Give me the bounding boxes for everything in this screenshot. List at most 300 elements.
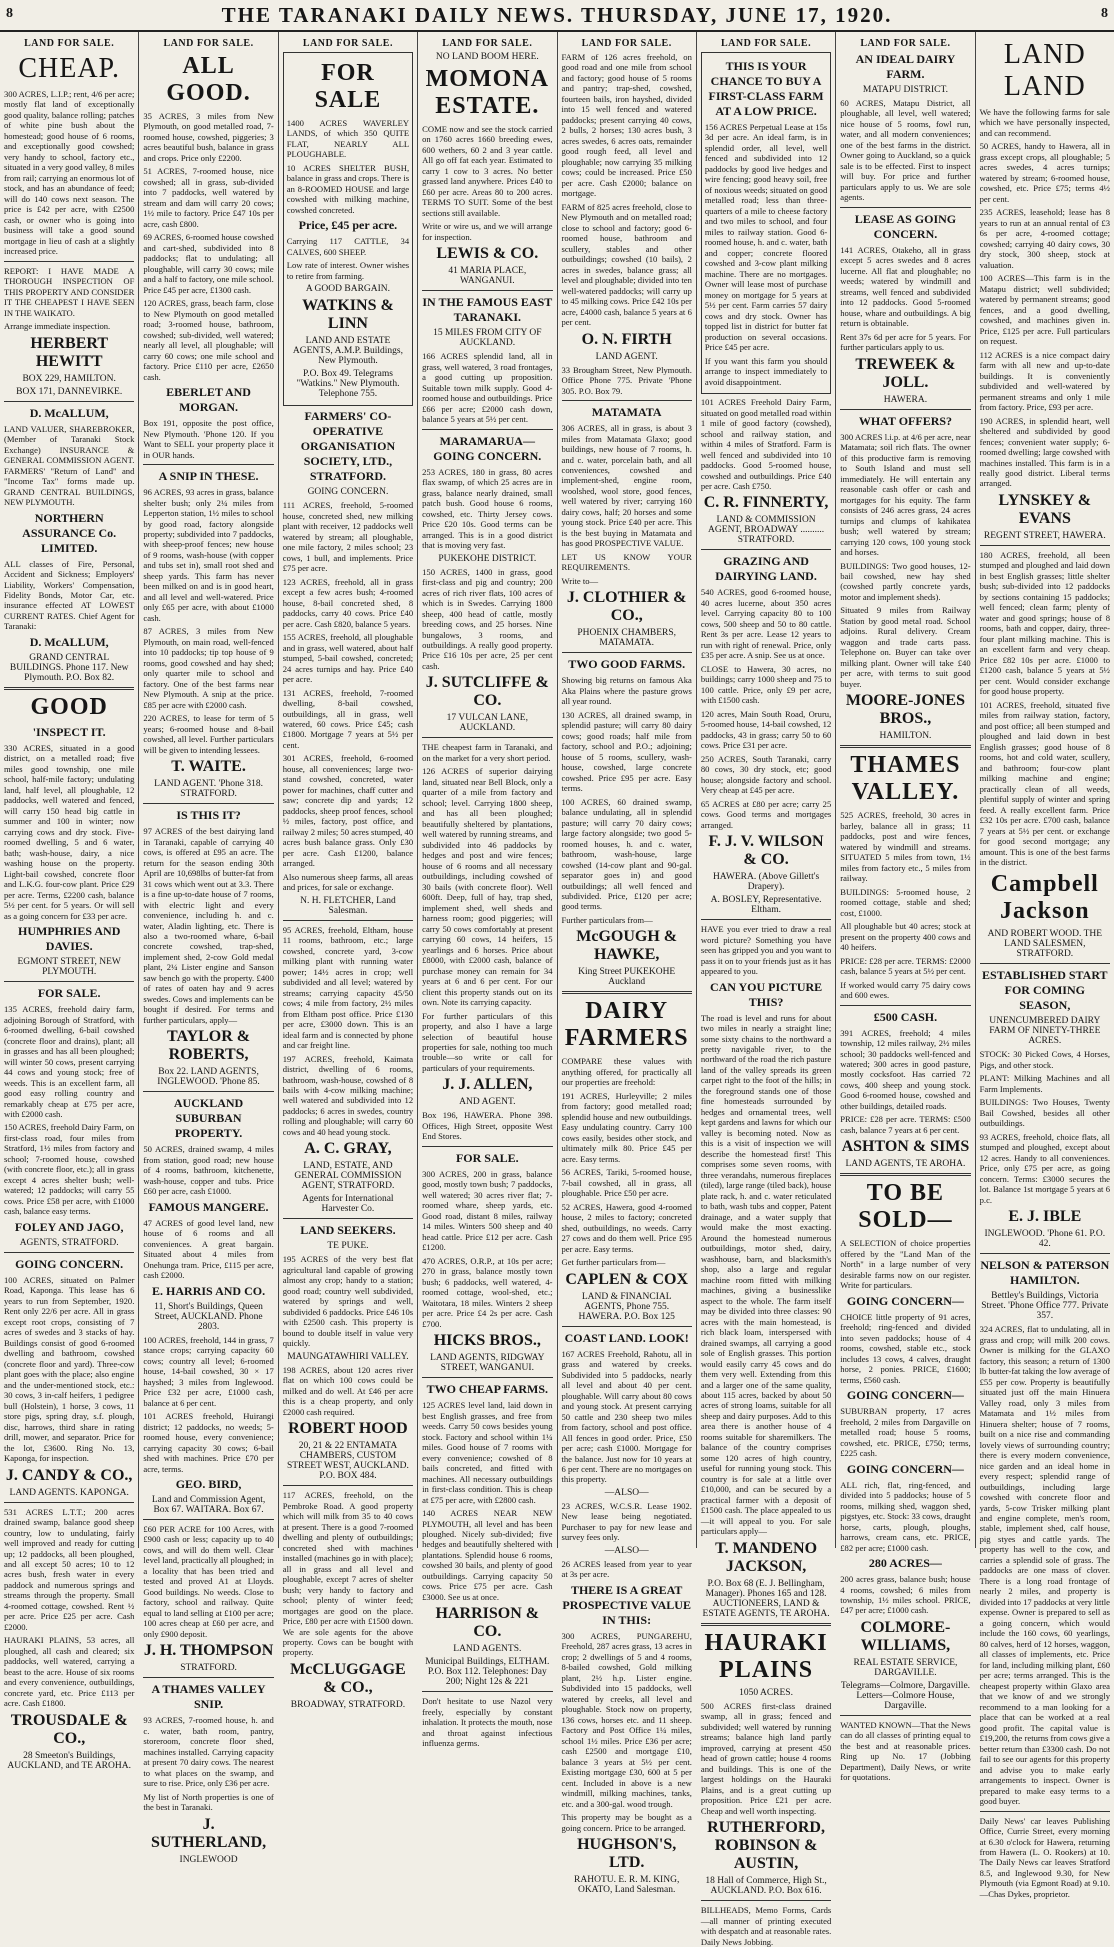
ad-text: Box 196, HAWERA. Phone 398. Offices, High Street, opposite West End Stores. <box>422 1110 553 1142</box>
section-caption: LAND FOR SALE. <box>24 38 115 49</box>
ad-text: Don't hesitate to use Nazol very freely, especially by constant inhalation. It protects the mouth, nose and throat against infectious influenza germs. <box>422 1696 553 1749</box>
ad-text: 191 ACRES, Hurleyville; 2 miles from factory; good metalled road; splendid house and new outbuildings. Easy undulating country. Carry 100 cows easily, besides other stock, and ultimately milk 80. Price £45 per acre. Easy terms. <box>561 1090 692 1164</box>
advertiser-name: A. C. GRAY, <box>304 1140 392 1158</box>
ad-text: 330 ACRES, situated in a good district, on a metalled road; five miles good township, one mile school, half-mile factory; undulating land, half level, all ploughable, 12 paddocks, well watered and fenced, will carry 150 head big cattle in summer and 100 in winter; now carrying cows and dry stock. Five-roomed dwelling, 5 and 6 water, bath; wash-house, dairy, a nice washing house on the property. Light-bail cowshed, concrete floor and L.K.G. four-cow plant. Price £29 per acre. Terms, £2200 cash, balance 5½ per cent. for 5 years. Or will sell as a going concern for £33 per acre. <box>4 742 135 921</box>
column-rule <box>422 429 552 430</box>
ad-text: 60 ACRES, Matapu District, all ploughable, all level, well watered; nice house of 5 rooms, fowl run, water, and all modern conveniences; one of the best farms in the district. Owner going to Auckland, so a quick sale is to be effected. First to inspect will buy. For price and further particulars apply to us. We are sole agents. <box>840 98 971 203</box>
column-rule <box>701 549 831 550</box>
page-number-left: 8 <box>6 6 13 21</box>
ad-headline-large: LAND LAND <box>1003 39 1086 102</box>
ad-heading: A SNIP IN THESE. <box>158 469 259 484</box>
column-rule <box>4 1502 134 1503</box>
ad-text: My list of North properties is one of the best in Taranaki. <box>143 1791 274 1813</box>
column-4 <box>418 32 557 1749</box>
ad-text: ALL classes of Fire, Personal, Accident and Sickness; Employers' Liability, Workers' Compensation, Fidelity Bonds, Motor Car, etc. insurance effected AT LOWEST CURRENT RATES. Chief Agent for Taranaki: <box>4 558 135 632</box>
ad-text: 50 ACRES, handy to Hawera, all in grass except crops, all ploughable; 5 acres swedes, 4 acres turnips; watered by stream; 6-roomed house, cowshed, etc. Price £75; terms 4½ per cent. <box>979 141 1110 204</box>
ad-address: —ALSO— <box>604 1487 649 1498</box>
column-rule <box>4 1252 134 1253</box>
ad-heading: HUMPHRIES AND DAVIES. <box>18 924 121 954</box>
advertiser-name: HERBERT HEWITT <box>30 334 109 370</box>
ad-text: Carrying 117 CATTLE, 34 CALVES, 600 SHEEP. <box>286 236 410 257</box>
ad-text: WANTED KNOWN—That the News can do all classes of printing equal to the best and at reasonable prices. Ring up No. 17 (Jobbing Department), Daily News, or write for quotations. <box>840 1719 971 1783</box>
ad-text: PRICE: £28 per acre. TERMS: £2000 cash, balance 5 years at 5½ per cent. <box>840 955 971 977</box>
ad-text: 93 ACRES, 7-roomed house, h. and c. water, bath room, pantry, storeroom, concrete floor shed, machines installed. Carrying capacity at present 70 dairy cows. The nearest to what places on the swamp, and sure to rise. Price, only £36 per acre. <box>143 1715 274 1789</box>
ad-address: —ALSO— <box>604 1545 649 1556</box>
ad-address: INGLEWOOD <box>179 1854 238 1865</box>
column-7 <box>836 32 975 1783</box>
advertiser-name: HUGHSON'S, LTD. <box>577 1836 677 1872</box>
ad-heading: GOING CONCERN. <box>15 1256 124 1271</box>
ad-text: 120 ACRES, grass, beach farm, close to New Plymouth on good metalled road; 3-roomed house, bathroom, cowshed; sub-divided, well watered; nearly all level, all ploughable; will carry 60 cows; one mile school and factory. Price £110 per acre, £2650 cash. <box>143 298 274 382</box>
ad-address: LAND & COMMISSION AGENT, BROADWAY .......... STRATFORD. <box>708 515 825 546</box>
ad-address: EGMONT STREET, NEW PLYMOUTH. <box>17 957 121 978</box>
ad-text: FARM of 825 acres freehold, close to New Plymouth and on metalled road; close to school and factory; good 6-roomed house, bathroom and scullery, stables and other outbuildings; cowshed (10 bails), 2 acres in swedes, balance grass; all level and ploughable; divided into ten well-watered paddocks; will carry up to 45 milking cows. Price £42 10s per acre, £4000 cash, balance 5 years at 6 per cent. <box>561 201 692 328</box>
ad-headline: THAMES VALLEY. <box>850 752 961 806</box>
advertiser-name: J. SUTCLIFFE & CO. <box>425 674 549 710</box>
ad-heading: 'INSPECT IT. <box>32 724 106 739</box>
ad-address: 1050 ACRES. <box>739 1687 793 1698</box>
ad-text: HAVE you ever tried to draw a real word picture? Something you have seen has gripped you and you want to pass it on to your friends just as it has appeared to you. <box>700 924 832 977</box>
ad-address: STRATFORD. <box>180 1663 237 1674</box>
ad-address: N. H. FLETCHER, Land Salesman. <box>300 895 396 916</box>
ad-headline: Campbell Jackson <box>990 871 1099 925</box>
advertiser-name: J. H. THOMPSON <box>143 1642 274 1660</box>
ad-heading: TWO GOOD FARMS. <box>568 657 686 672</box>
ad-heading: 280 ACRES— <box>868 1556 942 1571</box>
ad-text: 95 ACRES, freehold, Eltham, house 11 rooms, bathroom, etc.; large cowshed, concrete yard, 3-cow milking plant with running water power; 14½ acres in crop; well subdivided and all level; watered by streams; carrying capacity 45/50 cows; 4 mile from factory, 2½ miles from Eltham post office. Price £130 per acre, £3000 down. This is an ideal farm and is connected by phone and car freight line. <box>282 924 414 1051</box>
column-rule <box>980 545 1110 546</box>
ad-text: BUILDINGS: Two good houses, 12-bail cowshed, new hay shed (cowshed partly concrete yards, motor and implement sheds). <box>840 560 971 602</box>
ad-address: AND ROBERT WOOD. THE LAND SALESMEN, STRATFORD. <box>987 929 1103 960</box>
ad-text: All ploughable but 40 acres; stock at present on the property 400 cows and 40 heifers. <box>840 921 971 953</box>
ad-text: SUBURBAN property, 17 acres freehold, 2 miles from Dargaville on metalled road; house 5 rooms, cowshed, etc. PRICE, £750; terms, £225 cash. <box>840 1406 971 1459</box>
ad-text: 300 ACRES, PUNGAREHU, Freehold, 287 acres grass, 13 acres in crop; 2 dwellings of 5 and 4 rooms, 8-bailed cowshed, Gold milking plant, 2½ h.p. Lister engine. Subdivided into 15 paddocks, well watered by creeks, all level and ploughable. Stock now on property, 136 cows, horses etc. and 11 sheep. Factory and Post Office 1¼ miles, school 1½ miles. Price £36 per acre; cash £2500 and mortgage £10, balance 3 years at 5½ per cent. Existing mortgage £30, 600 at 5 per cent. Included in above is a new windmill, milking machines, tanks, etc. and a 300-gal. wood trough. <box>561 1630 692 1809</box>
ad-text: 101 ACRES freehold, Huirangi district; 12 paddocks, no weeds; 5-roomed house, every convenience; carrying capacity 30 cows; 6-bail shed with machines. Price £70 per acre, terms. <box>143 1411 274 1474</box>
ad-text: 301 ACRES, freehold, 6-roomed house, all conveniences; large two-stand cowshed, concreted, water power for machines, chaff cutter and saw; concrete dip and yards; 12 paddocks, sheep proof fences, school ½ miles, factory, post office, and railway 2 miles; 50 acres stumped, 40 acres bush balance grass. Only £30 per acre. Cash £1200, balance arranged. <box>282 753 414 869</box>
ad-text: LET US KNOW YOUR REQUIREMENTS. <box>561 551 692 573</box>
ad-text: BUILDINGS: Two Houses, Twenty Bail Cowshed, besides all other outbuildings. <box>979 1097 1110 1129</box>
ad-address: P.O. Box 49. Telegrams "Watkins." New Plymouth. Telephone 755. <box>296 369 400 400</box>
ad-text: 235 ACRES, leasehold; lease has 8 years to run at an annual rental of £3 6s per acre, 4-roomed cottage; cowshed; carrying 40 dairy cows, 30 dry stock, 300 sheep, stock at valuation. <box>979 207 1110 270</box>
ad-text: 96 ACRES, 93 acres in grass, balance shelter bush; only 2¼ miles from Lepperton station, 1½ miles to school by good road, factory alongside property; subdivided into 7 paddocks, with sheep-proof fences; new house of 9 rooms, wash-house (with copper and tubs set in), small root shed and sheep yards. This farm has never been milked on and is in good heart, and all level and well-watered. Price only £65 per acre, with about £1000 cash. <box>143 487 274 623</box>
column-rule <box>840 1715 970 1716</box>
ad-text: HAURAKI PLAINS, 53 acres, all ploughed, all cash and cleared; six paddocks, well watered, carrying a beast to the acre. House of six rooms and every convenience, outbuildings, concrete yard, etc. Price £113 per acre. Cash £1800. <box>4 1635 135 1709</box>
ad-heading: GOING CONCERN— <box>846 1461 964 1476</box>
ad-text: 65 ACRES at £80 per acre; carry 25 cows. Good terms and mortgages arranged. <box>700 798 832 830</box>
ad-address: King Street PUKEKOHE Auckland <box>578 967 676 988</box>
ad-heading: GOING CONCERN— <box>846 1388 964 1403</box>
ad-address: LAND AGENTS, TE AROHA. <box>845 1159 966 1170</box>
column-rule <box>840 409 970 410</box>
ad-text: 125 ACRES level land, laid down in best English grasses, and free from weeds. Carry 50 cows besides young stock. Factory and school within 1¼ miles. Good house of 7 rooms with every convenience; cowshed of 8 bails concreted, and fitted with machines. All necessary outbuildings in first-class condition. This is cheap at £75 per acre, with £2800 cash. <box>422 1400 553 1505</box>
ad-address: INGLEWOOD. 'Phone 61. P.O. 42. <box>984 1229 1106 1250</box>
advertiser-name: F. J. V. WILSON & CO. <box>708 833 824 869</box>
ad-text: 100 ACRES—This farm is in the Matapu district; well subdivided; watered by permanent streams; good fences, and a good dwelling, cowshed, and machines given in. Price, £125 per acre. Full particulars on request. <box>979 273 1110 347</box>
column-rule <box>840 745 970 748</box>
advertiser-name: ASHTON & SIMS <box>841 1138 970 1156</box>
ad-address: RAHOTU. E. R. M. KING, OKATO, Land Salesman. <box>574 1875 680 1896</box>
boxed-advertisement <box>283 52 413 406</box>
columns <box>0 32 1114 1947</box>
column-rule <box>701 1623 831 1626</box>
column-rule <box>4 687 134 690</box>
ad-text: 101 ACRES Freehold Dairy Farm, situated on good metalled road within 1 mile of good factory (cowshed), school and railway station, and within 4 miles of Stratford. Farm is well fenced and subdivided into 10 paddocks. Good 5-roomed house, cowshed and outbuildings. Price £40 per acre. Cash £750. <box>700 397 832 491</box>
ad-text: Further particulars from— <box>561 914 653 925</box>
column-8 <box>976 32 1114 1899</box>
ad-text: 100 ACRES, 60 drained swamp, balance undulating, all in splendid pasture; will carry 70 dairy cows; large factory alongside; two good 5-roomed houses, h. and c. water, bathroom, wash-house, large cowshed (14-cow plant and 90-gal. separator goes in) and good outbuildings; all well fenced and subdivided. Price, £120 per acre; good terms. <box>561 796 692 912</box>
ad-text: 112 ACRES is a nice compact dairy farm with all new and up-to-date buildings. It is conveniently subdivided and well-watered by permanent streams and only 1 mile from factory. Price, £93 per acre. <box>979 349 1110 413</box>
ad-text: CHOICE little property of 91 acres, freehold; ring-fenced and divided into seven paddocks; house of 4 rooms, cowshed, stable etc., stock includes 13 cows, 4 calves, draught horse, 2 ponies. PRICE, £1600; terms, £560 cash. <box>840 1311 971 1385</box>
column-rule <box>840 1005 970 1006</box>
column-rule <box>980 1253 1110 1254</box>
column-rule <box>562 400 692 401</box>
ad-heading: IS THIS IT? <box>176 808 241 823</box>
ad-text: Write or wire us, and we will arrange for inspection. <box>422 221 553 242</box>
column-rule <box>701 919 831 920</box>
column-1 <box>0 32 139 1771</box>
ad-text: £60 PER ACRE for 100 Acres, with £900 cash or less; capacity up to 40 cows, and will do them well. Clear level land, practically all ploughed; in a locality that has been tried and tested and proved A1 at Lloyds. Good buildings. No weeds. Close to factory, school and railway. Quite equal to land selling at £100 per acre; 100 acres cheap at £60 per acre, and only £900 deposit. <box>143 1523 274 1639</box>
ad-address: Bettley's Buildings, Victoria Street. 'Phone Office 777. Private 357. <box>981 1291 1109 1322</box>
ad-address: Box 22. LAND AGENTS, INGLEWOOD. 'Phone 85. <box>157 1067 260 1088</box>
column-rule <box>143 803 273 804</box>
column-rule <box>422 737 552 738</box>
ad-address: Telegrams—Colmore, Dargaville. Letters—Colmore House, Dargaville. <box>840 1680 971 1711</box>
ad-text: 141 ACRES, Otakeho, all in grass except 5 acres swedes and 8 acres lucerne. All flat and ploughable; no weeds; watered by windmill and streams, well fenced and subdivided into 12 paddocks. Good 5-roomed house, whare and outbuildings. A big return is obtainable. <box>840 244 971 329</box>
ad-text: 33 Brougham Street, New Plymouth. Office Phone 775. Private 'Phone 305. P.O. Box 79. <box>561 364 692 396</box>
advertiser-name: HICKS BROS., <box>433 1332 541 1350</box>
advertiser-name: McCLUGGAGE & CO., <box>290 1660 406 1696</box>
column-rule <box>562 1326 692 1327</box>
column-rule <box>840 207 970 208</box>
column-rule <box>422 1691 552 1692</box>
ad-address: LAND, ESTATE, AND GENERAL COMMISSION AGENT, STRATFORD. <box>294 1161 402 1192</box>
column-2 <box>139 32 278 1865</box>
section-caption: LAND FOR SALE. <box>581 38 672 49</box>
ad-address: AND AGENT. <box>459 1097 516 1108</box>
ad-text: 10 ACRES SHELTER BUSH, balance in grass and crops. There is an 8-ROOMED HOUSE and large cowshed with milking machine, cowshed concreted. <box>286 162 410 215</box>
ad-text: 500 ACRES first-class drained swamp, all in grass; fenced and subdivided; well watered by running streams; balance high land partly improved, carrying at present 450 head of grown cattle; house 4 rooms and buildings. This is one of the largest holdings on the Hauraki Plains, and is a great cutting up proposition. Price £21 per acre. Cheap and well worth inspecting. <box>700 1700 832 1816</box>
column-rule <box>422 1146 552 1147</box>
ad-address: 41 MARIA PLACE, WANGANUI. <box>448 266 527 287</box>
advertiser-name: TAYLOR & ROBERTS, <box>167 1028 251 1064</box>
ad-address: REAL ESTATE SERVICE, DARGAVILLE. <box>853 1657 958 1678</box>
ad-text: 51 ACRES, 7-roomed house, nice cowshed; all in grass, sub-divided into 7 paddocks, well watered by stream and dam will carry 20 cows; 1½ mile to factory. Price £47 10s per acre, cash £800. <box>143 166 274 229</box>
ad-address: GRAND CENTRAL BUILDINGS. Phone 117. New Plymouth. P.O. Box 82. <box>9 652 129 683</box>
ad-text: 100 ACRES, situated on Palmer Road, Kaponga. This lease has 6 years to run from September, 1920. Rent only 22/6 per acre. All in grass except root crops, consisting of 7 acres of swedes and 3 stacks of hay. Buildings consist of good 6-roomed dwelling and bathroom, cowshed (concrete floor and yard). Three-cow plant goes with the place; also engine and the under-mentioned stock, etc.: 30 cows, 3 in-calf heifers, 1 pedigree bull (Holstein), 1 horse, 3 cows, 11 store pigs, spring dray, s.f. plough, disc, harrows, third share in rating drill, mower, and separator. Price for the lot, £3600. Ring No. 13, Kaponga, for inspection. <box>4 1274 135 1464</box>
ad-address: HAWERA. <box>883 394 928 405</box>
ad-heading: LEASE AS GOING CONCERN. <box>854 211 957 241</box>
ad-headline: GOOD <box>30 693 108 720</box>
ad-text: 150 ACRES, freehold Dairy Farm, on first-class road, four miles from Stratford, 1½ miles from factory and school; 7-roomed house, cowshed (with concrete floor, etc.); all in grass except 4 acres shelter bush; well-watered; 12 paddocks; will carry 55 cows. Price £58 per acre, with £1000 cash, balance easy terms. <box>4 1122 135 1217</box>
newspaper-title: THE TARANAKI DAILY NEWS. THURSDAY, JUNE 17, 1920. <box>221 3 893 27</box>
ad-text: 540 ACRES, good 6-roomed house, 40 acres lucerne, about 350 acres level. Carrying capacity 80 to 100 cows, 500 sheep and 50 to 80 cattle. Rent 3s per acre. Lease 12 years to run with right of renewal. Price, only £35 per acre. A snip. See us at once. <box>700 587 832 661</box>
advertiser-name: LEWIS & CO. <box>436 245 539 263</box>
ad-heading: LAND SEEKERS. <box>300 1223 396 1238</box>
advertiser-name: TROUSDALE & CO., <box>10 1711 128 1747</box>
ad-text: 26 ACRES leased from year to year at 3s per acre. <box>561 1558 692 1580</box>
ad-text: 253 ACRES, 180 in grass, 80 acres flax swamp, of which 25 acres are in grass, balance nearly drained, small patch bush. Good house 6 rooms, cowshed, etc. Thirty Jersey cows. Price £20 10s. Good terms can be arranged. This is in a good district that is moving very fast. <box>422 466 553 551</box>
ad-heading: D. McALLUM, <box>29 634 109 649</box>
ad-text: 117 ACRES, freehold, on the Pembroke Road. A good property which will milk from 35 to 40 cows at present. There is a good 7-roomed dwelling and plenty of outbuildings; concreted shed with machines installed (machines go in with place); all in grass and all level and ploughable, except 7 acres of shelter bush; very handy to factory and school; plenty of winter feed; mortgages are good on the place. Price, £80 per acre with £1500 down. We are sole agents for the above property. Cows can be bought with property. <box>282 1490 414 1658</box>
ad-text: 166 ACRES splendid land, all in grass, well watered, 3 road frontages, a good cutting up proposition. Suitable town milk supply. Good 4-roomed house and outbuildings. Price £66 per acre; £2000 cash down, balance 5 years at 5½ per cent. <box>422 351 553 425</box>
boxed-advertisement <box>701 52 831 394</box>
ad-address: 15 MILES FROM CITY OF AUCKLAND. <box>433 328 542 349</box>
ad-text: We have the following farms for sale which we have personally inspected, and can recommend. <box>979 107 1110 138</box>
ad-text: 47 ACRES of good level land, new house of 6 rooms and all conveniences. A great bargain. Situated about 4 miles from Onehunga tram. Price, £115 per acre, cash £2000. <box>143 1217 274 1281</box>
advertiser-name: C. R. FINNERTY, <box>703 494 829 512</box>
advertiser-name: T. WAITE. <box>171 758 246 776</box>
ad-heading: ESTABLISHED START FOR COMING SEASON, <box>982 968 1108 1013</box>
column-rule <box>422 1377 552 1378</box>
ad-text: PLANT: Milking Machines and all Farm Implements. <box>979 1073 1110 1094</box>
ad-text: A SELECTION of choice properties offered by the "Land Man of the North" in a large number of very desirable farms now on our register. Write for particulars. <box>840 1238 971 1291</box>
ad-heading: THERE IS A GREAT PROSPECTIVE VALUE IN THIS: <box>562 1582 691 1627</box>
ad-text: 190 ACRES, in splendid heart, well sheltered and subdivided by good fences; convenient water supply; 6-roomed dwelling; large cowshed with machines installed. This farm is in a really good district. Liberal terms arranged. <box>979 415 1110 489</box>
ad-text: ALL rich, flat, ring-fenced, and divided into 5 paddocks; house of 5 rooms, milking shed, waggon shed, pigstyes, etc. Stock: 33 cows, draught horse, carts, plough, ploughs, harrows, cream cans, etc. PRICE, £82 per acre; £1000 cash. <box>840 1479 971 1553</box>
ad-headline: FOR SALE <box>314 60 382 113</box>
advertiser-name: COLMORE-WILLIAMS, <box>860 1618 951 1654</box>
advertiser-name: LYNSKEY & EVANS <box>998 491 1092 527</box>
column-rule <box>143 1519 273 1520</box>
ad-address: 28 Smeeton's Buildings, AUCKLAND, and TE AROHA. <box>7 1750 131 1771</box>
ad-text: 101 ACRES, freehold, situated five miles from railway station, factory, and post office; all been stumped and ploughed and laid down in best English grasses; good house of 8 rooms, hot and cold water, scullery, and bathroom; four-cow plant milking machine and engine; practically clean of all weeds, plentiful supply of winter and spring feed. A really excellent farm. Price £32 10s per acre. £700 cash, balance 7 years at 5½ per cent. or exchange for good second mortgage; any amount. This is one of the best farms in the district. <box>979 699 1110 867</box>
ad-address: AGENTS, STRATFORD. <box>19 1237 119 1248</box>
ad-headline-large: CHEAP. <box>18 53 121 84</box>
advertiser-name: T. MANDENO JACKSON, <box>715 1539 818 1575</box>
ad-text: Rent 37s 6d per acre for 5 years. For further particulars apply to us. <box>840 331 971 353</box>
ad-heading: CAN YOU PICTURE THIS? <box>709 979 823 1009</box>
ad-heading: A THAMES VALLEY SNIP. <box>151 1682 266 1712</box>
ad-text: REPORT: I HAVE MADE A THOROUGH INSPECTION OF THIS PROPERTY AND CONSIDER IT THE CHEAPEST I HAVE SEEN IN THE WAIKATO. <box>4 265 135 318</box>
column-rule <box>4 981 134 982</box>
ad-text: This property may be bought as a going concern. Price to be arranged. <box>561 1812 692 1833</box>
ad-text: COMPARE these values with anything offered, for practically all our properties are freehold: <box>561 1056 692 1088</box>
ad-text: 100 ACRES, freehold, 144 in grass, 7 stance crops; carrying capacity 60 cows; country all level; 6-roomed house, 14-bail cowshed, 30 × 17 hayshed; 3 miles from Inglewood. Price £32 per acre, £1000 cash, balance at 6 per cent. <box>143 1334 274 1408</box>
ad-address: MAUNGATAWHIRI VALLEY. <box>287 1351 409 1362</box>
ad-text: 135 ACRES, freehold dairy farm, adjoining Borough of Stratford, with 6-roomed dwelling, 6-bail cowshed (concrete floor and drains), plant; all in grasses and has all been ploughed; will winter 50 cows, present carrying 44 cows and young stock; free of weeds. This is an excellent farm, all good easy rolling country and remarkably cheap at £75 per acre, with £2000 cash. <box>4 1004 135 1119</box>
ad-address: LAND AGENT. <box>595 351 658 362</box>
ad-text: Arrange immediate inspection. <box>4 321 111 332</box>
ad-text: 87 ACRES, 3 miles from New Plymouth, on main road, well-fenced into 10 paddocks; tip top house of 9 rooms, good cowshed and hay shed; only quarter mile to school and factory. One of the best farms near New Plymouth. A snip at the price. £85 per acre with £2000 cash. <box>143 626 274 710</box>
column-rule <box>283 920 413 921</box>
ad-text: 155 ACRES, freehold, all ploughable and in grass, well watered, about half stumped, 5-bail cowshed, concreted; 24 acres turnips and hay. Price £40 per acre. <box>282 632 414 685</box>
ad-text: 195 ACRES of the very best flat agricultural land capable of growing almost any crop; handy to a station; good road; country well subdivided, watered by springs and well, subdivided 6 paddocks. Price £46 10s with £2500 cash. This property is bound to double itself in value very quickly. <box>282 1254 414 1349</box>
ad-address: LAND AGENTS. <box>453 1644 522 1655</box>
ad-text: BILLHEADS, Memo Forms, Cards—all manner of printing executed with despatch and at reasonable rates. Daily News Jobbing. <box>700 1905 832 1947</box>
ad-heading: IN THE FAMOUS EAST TARANAKI. <box>422 295 553 325</box>
masthead <box>0 0 1114 32</box>
ad-address: Municipal Buildings, ELTHAM. P.O. Box 112. Telephones: Day 200; Night 12s & 221 <box>425 1657 550 1688</box>
ad-text: 167 ACRES Freehold, Rahotu, all in grass and watered by creeks. Subdivided into 5 paddocks, nearly all level and about 40 per cent. ploughable. Will carry about 80 cows and young stock. At present carrying 50 cattle and 230 sheep two miles from factory, school and post office. All fences in good order. Price, £50 per acre; cash £1000. Mortgage for the balance. Just now for 10 years at 6 per cent. There are no mortgages on this property. <box>561 1348 692 1485</box>
ad-heading: MATAMATA <box>591 405 662 420</box>
column-rule <box>4 261 134 262</box>
column-rule <box>283 1218 413 1219</box>
ad-text: Low rate of interest. Owner wishes to retire from farming. <box>286 260 410 281</box>
ad-text: Box 191, opposite the post office, New Plymouth. 'Phone 120. If you Want to SELL your property place it in OUR hands. <box>143 418 274 460</box>
column-rule <box>562 991 692 994</box>
ad-text: 140 ACRES NEAR NEW PLYMOUTH, all level and has been ploughed. Nicely sub-divided; five hedges and beautifully sheltered with plantations. Splendid house 6 rooms, cowshed 30 bails, and plenty of good outbuildings. Carrying capacity 50 cows. Price £75 per acre. Cash £3000. See us at once. <box>422 1508 553 1602</box>
advertiser-name: CAPLEN & COX <box>565 1270 689 1288</box>
ad-text: Write to— <box>561 575 599 586</box>
page-number-right: 8 <box>1101 6 1108 21</box>
ad-text: Also numerous sheep farms, all areas and prices, for sale or exchange. <box>282 871 414 893</box>
ad-heading: AUCKLAND SUBURBAN PROPERTY. <box>173 1096 244 1141</box>
ad-heading: NELSON & PATERSON HAMILTON. <box>980 1258 1110 1288</box>
ad-text: 197 ACRES, freehold, Kaimata district, dwelling of 6 rooms, bathroom, wash-house, cowshed of 8 bails with 4-cow milking machine; well watered and subdivided into 12 paddocks; 6 acres in swedes, country rolling and ploughable; will carry 60 cows and 40 head young stock. <box>282 1053 414 1137</box>
advertiser-name: MOORE-JONES BROS., <box>845 692 965 728</box>
column-rule <box>840 1173 970 1176</box>
ad-text: 250 ACRES, South Taranaki, carry 80 cows, 30 dry stock, etc; good house; alongside factory and school. Very cheap at £45 per acre. <box>700 753 832 796</box>
ad-text: THE cheapest farm in Taranaki, and on the market for a very short period. <box>422 742 553 763</box>
ad-address: Land and Commission Agent, Box 67. WAITARA. Box 67. <box>151 1494 266 1515</box>
ad-text: 131 ACRES, freehold, 7-roomed dwelling, 8-bail cowshed, outbuildings, all in grass, well watered, 60 cows. Price £45; cash £1800. Mortgage 7 years at 5½ per cent. <box>282 687 414 750</box>
ad-text: 300 ACRES, 200 in grass, balance good, mostly town bush; 7 paddocks, well watered; 30 acres river flat; 7-roomed whare, sheep yards, etc. Good road, distant 8 miles, railway 14 miles. Winters 500 sheep and 40 head cattle. Price £12 per acre. Cash £1200. <box>422 1168 553 1253</box>
ad-text: 56 ACRES, Tariki, 5-roomed house, 7-bail cowshed, all in grass, all ploughable. Price £50 per acre. <box>561 1167 692 1199</box>
ad-text: Showing big returns on famous Aka Aka Plains where the pasture grows all year round. <box>561 675 692 707</box>
ad-address: 11, Short's Buildings, Queen Street, AUCKLAND. Phone 2803. <box>154 1301 263 1332</box>
ad-text: 123 ACRES, freehold, all in grass except a few acres bush; 4-roomed house, 8-bail concreted shed, 8 paddocks, carry 40 cows. Price £40 per acre. Cash £820, balance 5 years. <box>282 576 414 629</box>
ad-text: 97 ACRES of the best dairying land in Taranaki, capable of carrying 40 cows, is offered at £95 an acre. The return for the season ending 30th April are 10,698lbs of butter-fat from 31 cows which went out at 3.3. There is a fine up-to-date house of 7 rooms, with electric light and every convenience, including h. and c. water, Aladin lighting, etc. There is also a two-roomed whare, 6-bail concrete cowshed, trap-shed, implement shed, 2-cow Gold medal plant, 2¼ Lister engine and Sanson saw bench go with the property. £400 of rates of oaten hay and 9 acres swedes. Cows and implements can be bought if desired. For terms and further particulars, apply— <box>143 826 274 1025</box>
section-caption: LAND FOR SALE. <box>442 38 533 49</box>
ad-address: TE PUKE. <box>327 1241 369 1252</box>
ad-heading: AN IDEAL DAIRY FARM. <box>855 52 956 81</box>
ad-text: 93 ACRES, freehold, choice flats, all stumped and ploughed, except about 12 acres. Handy to all conveniences. Price, only £75 per acre, as going concern. Terms: £3000 secures the lot. Balance 1st mortgage 5 years at 6 p.c. <box>979 1131 1110 1205</box>
column-rule <box>980 1811 1110 1812</box>
ad-text: FARM of 126 acres freehold, on good road and one mile from school and factory; good house of 5 rooms and pantry; trap-shed, cowshed, fourteen bails, iron hayshed, divided into 15 well fenced and watered paddocks; present carrying 40 cows, 2 bulls, 2 horses; 130 acres bush, 3 acres swedes, 6 acres oats, remainder good rough feed, all level and ploughable; now carrying 35 milking cows; could be increased. Price £50 per acre. Cash £2000; balance on mortgage. <box>561 52 692 199</box>
ad-heading: GEO. BIRD, <box>175 1476 242 1491</box>
ad-text: 306 ACRES, all in grass, is about 3 miles from Matamata Glaxo; good buildings, new house of 7 rooms, h. and c. water, porcelain bath, and all conveniences, cowshed and implement-shed, engine room, woolshed, wool store, good fences, well watered by river; carrying 160 dairy cows, half; 20 horses and some young stock. Price £40 per acre. This is the best buying in Matamata and has good PROSPECTIVE VALUE. <box>561 423 692 549</box>
ad-heading: FOLEY AND JAGO, <box>14 1219 124 1234</box>
ad-text: 126 ACRES of superior dairying land, situated near Bell Block, only a quarter of a mile from factory and school; level. Carrying 1800 sheep, and has all been ploughed; beautifully sheltered by plantations, well watered by running streams, and subdivided into 46 paddocks by hedges and post and wire fences; house of 6 rooms and all necessary outbuildings, including cowshed of 30 bails (with concrete floor). Well 600ft. Deep, full of hay, trap shed, implement shed, well sheds and harness room; good piggeries; will carry 50 cows comfortably at present carrying 60 cows, 14 heifers, 15 yearlings and 6 horses. Price about £8000, with £2000 cash, balance of purchase money can remain for 34 years at 6 and 6 per cent. For our client this property stands out on its own. Note its carrying capacity. <box>422 766 553 1008</box>
column-rule <box>980 963 1110 964</box>
ad-text: 200 acres grass, balance bush; house 4 rooms, cowshed; 6 miles from township, 1½ miles school. PRICE, £47 per acre; £1000 cash. <box>840 1574 971 1616</box>
ad-heading: EBERLET AND MORGAN. <box>166 385 251 415</box>
ad-address: BOX 229, HAMILTON. <box>22 373 116 384</box>
ad-address: UNENCUMBERED DAIRY FARM OF NINETY-THREE ACRES. <box>989 1016 1101 1047</box>
ad-address: LAND & FINANCIAL AGENTS, Phone 755. HAWERA. P.O. Box 125 <box>578 1291 675 1322</box>
ad-text: 470 ACRES, O.R.P., at 10s per acre; 270 in grass, balance mostly town bush; 6 paddocks, well watered, 4-roomed cottage, wool-shed, etc.; Waitotara, 18 miles. Winters 2 sheep per acre. Price £4 2s per acre. Cash £700. <box>422 1255 553 1329</box>
column-rule <box>143 1677 273 1678</box>
ad-heading: NORTHERN ASSURANCE Co. LIMITED. <box>22 510 117 555</box>
column-6 <box>697 32 836 1947</box>
ad-address: PHOENIX CHAMBERS, MATAMATA. <box>577 628 677 649</box>
ad-text: LAND VALUER, SHAREBROKER, (Member of Taranaki Stock Exchange) INSURANCE & GENERAL COMMISSION AGENT. FARMERS' "Return of Land" and "Income Tax" forms made up. GRAND CENTRAL BUILDINGS, NEW PLYMOUTH. <box>4 423 135 508</box>
ad-text: 300 ACRES, L.I.P.; rent, 4/6 per acre; mostly flat land of exceptionally good quality, balance rolling; patches of white pine bush about the homestead; good house of 6 rooms, and exceptionally good cowshed; very handy to school, factory etc., situated in a very good valley, 8 miles from rail; carrying an enormous lot of stock, and has an abundance of feed; will do 140 cows next season. The price is £42 per acre, with £2500 cash, or owner who is going into business will take a good sound mortgage in lieu of cash at a slightly increased price. <box>4 89 135 257</box>
ad-address: 17 VULCAN LANE, AUCKLAND. <box>446 713 528 734</box>
advertiser-name: J. J. ALLEN, <box>442 1076 533 1094</box>
ad-text: 35 ACRES, 3 miles from New Plymouth, on good metalled road, 7-roomed house, cowshed, piggeries; 3 acres beautiful bush, balance in grass and crops. Price only £2200. <box>143 111 274 163</box>
ad-heading: FOR SALE. <box>455 1150 519 1165</box>
advertiser-name: J. CLOTHIER & CO., <box>566 589 687 625</box>
ad-address: LAND AND ESTATE AGENTS, A.M.P. Buildings, New Plymouth. <box>292 336 403 367</box>
advertiser-name: E. J. IBLE <box>1008 1208 1082 1226</box>
ad-heading: FARMERS' CO-OPERATIVE ORGANISATION SOCIETY, LTD., STRATFORD. <box>300 409 396 484</box>
ad-address: A GOOD BARGAIN. <box>305 284 391 295</box>
ad-text: Situated 9 miles from Railway Station by good metal road. School adjoins. Rural delivery. Cream waggon and trade carts pass. Telephone on. Buyer can take over milking plant. Owner will take £40 per acre, with terms to suit good buyer. <box>840 605 971 689</box>
column-rule <box>422 290 552 291</box>
ad-text: Daily News' car leaves Publishing Office, Currie Street, every morning at 6.30 o'clock for Hawera, returning from Hawera (L. O. Rookers) at 10. The Daily News car leaves Stratford 8.5, and Inglewood 9.30, for New Plymouth (via Egmont Road) at 9.10.—Chas Dykes, proprietor. <box>979 1815 1110 1899</box>
ad-address: LAND AGENTS, RIDGWAY STREET, WANGANUI. <box>430 1353 545 1374</box>
ad-text: 52 ACRES, Hawera, good 4-roomed house, 2 miles to factory; concreted shed, outbuildings, no weeds. Carry 27 cows and do them well. Price £95 per acre. Easy terms. <box>561 1201 692 1254</box>
advertiser-name: J. CANDY & CO., <box>5 1466 133 1484</box>
ad-text: 531 ACRES L.T.T.; 200 acres drained swamp, balance good sheep country, low to undulating, fairly well improved and ready for cutting up; 12 paddocks, all been ploughed, and all except 50 acres; 10 to 12 acres bush, fresh water in every paddock and numerous springs and streams through the property. Small 4-roomed cottage, cowshed. Rent ½ per acre. Price £25 per acre. Cash £2000. <box>4 1506 135 1632</box>
ad-headline: TO BE SOLD— <box>858 1180 953 1234</box>
ad-text: 130 ACRES, all drained swamp, in splendid pasture; will carry 80 dairy cows; good roads; half mile from factory, school and P.O.; adjoining; house of 5 rooms, scullery, wash-house, cowshed, large concrete cowshed. Price £95 per acre. Easy terms. <box>561 709 692 794</box>
ad-heading: FOR SALE. <box>37 986 101 1001</box>
ad-address: MATAPU DISTRICT. <box>862 85 948 95</box>
ad-text: CLOSE to Hawera, 30 acres, no buildings; carry 1000 sheep and 75 to 100 cattle. Price, only £9 per acre, with £1500 cash. <box>700 663 832 706</box>
section-caption: LAND FOR SALE. <box>721 38 812 49</box>
advertiser-name: RUTHERFORD, ROBINSON & AUSTIN, <box>707 1819 825 1873</box>
ad-text: 23 ACRES, W.C.S.R. Lease 1902. New lease being negotiated. Purchaser to pay for new lease and survey fees only. <box>561 1500 692 1543</box>
ad-address: HAWERA. (Above Gillett's Drapery). <box>712 872 820 893</box>
ad-address: GOING CONCERN. <box>307 487 389 498</box>
ad-text: 120 acres, Main South Road, Oruru, 5-roomed house, 14-bail cowshed, 12 paddocks, 43 in grass; carry 50 to 60 cows. Price £31 per acre. <box>700 708 832 751</box>
ad-text: 1400 ACRES WAVERLEY LANDS, of which 350 QUITE FLAT, NEARLY ALL PLOUGHABLE. <box>286 118 410 160</box>
ad-text: COME now and see the stock carried on 1760 acres 1660 breeding ewes, 600 wethers, 60 2 and 3 year cattle. All go off fat each year. Estimated to carry 1 cow to 3 acres. No better grassed land anywhere. Prices £40 to £60 per acre. Areas 80 to 200 acres. TERMS TO SUIT. Some of the best sections still available. <box>422 124 553 218</box>
ad-address: 20, 21 & 22 ENTAMATA CHAMBERS, CUSTOM STREET WEST, AUCKLAND. P.O. BOX 484. <box>286 1441 409 1482</box>
ad-address: NO LAND BOOM HERE. <box>435 52 539 62</box>
advertiser-name: HARRISON & CO. <box>435 1605 540 1641</box>
ad-heading: D. McALLUM, <box>29 405 109 420</box>
ad-text: If you want this farm you should arrange to inspect immediately to avoid disappointment. <box>704 355 828 387</box>
ad-text: 391 ACRES, freehold; 4 miles township, 12 miles railway, 2½ miles school; 30 paddocks well-fenced and watered; 300 acres in good pasture, mostly cocksfoot. Has carried 72 cows, 400 sheep and young stock. Good 6-roomed house, cowshed and other buildings, detailed roads. <box>840 1027 971 1111</box>
ad-heading: GOING CONCERN— <box>846 1293 964 1308</box>
column-rule <box>283 1485 413 1486</box>
column-rule <box>143 1091 273 1092</box>
column-rule <box>143 464 273 465</box>
ad-text: Get further particulars from— <box>561 1257 666 1268</box>
ad-heading: £500 CASH. <box>873 1009 938 1024</box>
ad-text: 198 ACRES, about 120 acres river flat on which 100 cows could be milked and do well. At £46 per acre this is a cheap property, and only £2000 cash required. <box>282 1364 414 1417</box>
ad-heading: MARAMARUA—GOING CONCERN. <box>433 433 542 463</box>
ad-address: LAND AGENTS. KAPONGA. <box>9 1487 129 1498</box>
advertiser-name: McGOUGH & HAWKE, <box>576 928 678 964</box>
ad-address: BROADWAY, STRATFORD. <box>290 1699 406 1710</box>
ad-text: For further particulars of this property, and also I have a large selection of beautiful house properties for sale, nothing too much trouble—so write or call for particulars of your requirements. <box>422 1010 553 1073</box>
ad-address: HAMILTON. <box>879 731 932 742</box>
ad-heading: GRAZING AND DAIRYING LAND. <box>715 554 817 584</box>
ad-heading: COAST LAND. LOOK! <box>564 1330 689 1345</box>
ad-text: The road is level and runs for about two miles in nearly a straight line; some sixty chains to the northward a pretty navigable river, to the northward of the road the rich pasture land of the valley spreads its green carpet right to the foot of the hills; in the foreground stands one of those fine homesteads surrounded by hedges and ornamental trees, well kept gardens and lawns for which our valley is becoming noted. Now as this is a visit of inspection we will describe the homestead first! This comprises some seven rooms, with three verandahs, numerous fireplaces (tiled), large range (tiled back), house plate rack, h. and c. water reticulated to bath, wash tubs and copper, Patent drainage, and a water supply that would make the most exacting. Around the homestead numerous outbuildings, motor shed, dairy, washhouse, barn, and blacksmith's shop, also a large and regular machine room fitted with milking machines, giving a businesslike aspect to the whole. The farm itself may be divided into three classes: 90 acres with the main homestead, is rich black loam, interspersed with drained swamps, all carrying a good sole of English grasses. This portion would easily carry 45 cows and do them very well. Extending from this and a larger one of the same quality, about 115 acres, backed by about 50 acres of strong loams, suitable for all sheep and dairy purposes. Add to this area there is another house of 4 rooms suitable for sharemilkers. The balance of the country comprises some 120 acres of high country, useful for running young stock. This country is for sale at a little over £10,000, and can be secured by a practical farmer with a deposit of £1500 cash. The place appealed to us—it will appeal to you. For sale particulars apply— <box>700 1012 832 1537</box>
ad-heading: TWO CHEAP FARMS. <box>426 1382 549 1397</box>
ad-address: REGENT STREET, HAWERA. <box>983 530 1106 541</box>
ad-address: PUKEKOHE DISTRICT. <box>438 553 537 564</box>
section-caption: LAND FOR SALE. <box>163 38 254 49</box>
ad-address: 18 Hall of Commerce, High St., AUCKLAND. P.O. Box 616. <box>705 1876 827 1897</box>
ad-headline: ALL GOOD. <box>166 53 251 106</box>
advertiser-name: O. N. FIRTH <box>581 330 672 348</box>
ad-text: 111 ACRES, freehold, 5-roomed house, concreted shed, new milking plant with receiver, 12 paddocks well watered by stream; all ploughable, one mile factory, 2 miles school; 23 cows, 1 bull, and implements. Price £75 per acre. <box>282 500 414 574</box>
column-rule <box>701 1900 831 1901</box>
ad-text: If worked would carry 75 dairy cows and 600 ewes. <box>840 979 971 1001</box>
advertiser-name: J. SUTHERLAND, <box>150 1815 267 1851</box>
advertiser-name: TREWEEK & JOLL. <box>855 355 956 391</box>
ad-address: LAND AGENT. 'Phone 318. STRATFORD. <box>154 779 264 800</box>
ad-text: 525 ACRES, freehold, 30 acres in barley, balance all in grass; 11 paddocks, post and wire fences, watered by windmill and streams. SITUATED 5 miles from town, 1½ miles from factory etc., 5 miles from railway. <box>840 810 971 884</box>
ad-headline: MOMONA ESTATE. <box>425 66 549 119</box>
column-5 <box>558 32 697 1896</box>
ad-heading: FAMOUS MANGERE. <box>148 1199 269 1214</box>
column-rule <box>562 652 692 653</box>
ad-text: 180 ACRES, freehold, all been stumped and ploughed and laid down in best English grasses; little shelter bush; sub-divided into 12 paddocks by sections containing 15 paddocks; well fenced; clean farm; plenty of water and good springs; house of 8 rooms, bath and copper, dairy, three-four plant milking machine. This is an excellent farm and very cheap. Price £82 10s per acre. £1000 to £1200 cash, balance 5 years at 5½ per cent. Would consider exchange for good house property. <box>979 549 1110 697</box>
section-caption: LAND FOR SALE. <box>302 38 393 49</box>
section-caption: LAND FOR SALE. <box>860 38 951 49</box>
ad-headline: HAURAKI PLAINS <box>704 1629 828 1683</box>
ad-heading: THIS IS YOUR CHANCE TO BUY A FIRST-CLASS FARM AT A LOW PRICE. <box>708 59 824 118</box>
ad-heading: Price, £45 per acre. <box>298 218 398 233</box>
ad-address: A. BOSLEY, Representative. Eltham. <box>710 895 822 916</box>
